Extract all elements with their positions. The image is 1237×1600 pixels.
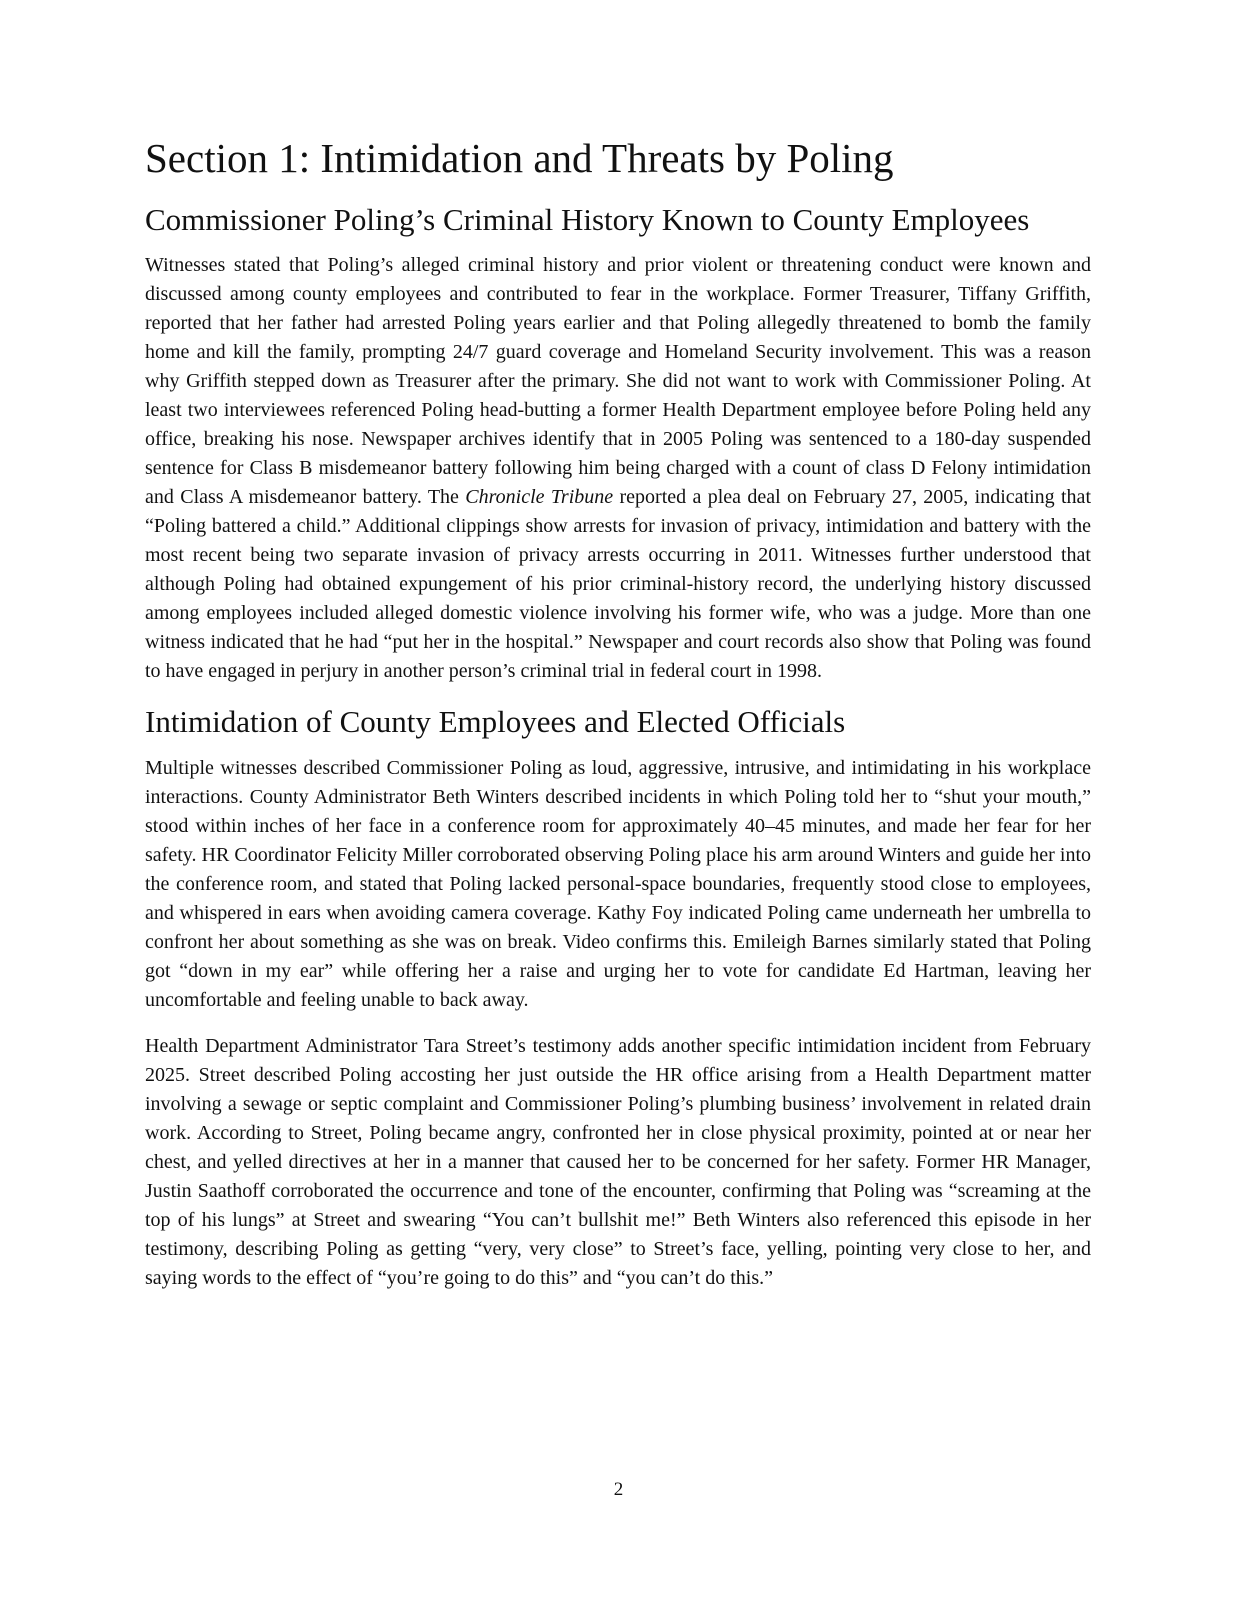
subsection-heading-intimidation: Intimidation of County Employees and Elected Officials bbox=[145, 704, 846, 740]
paragraph-text: reported a plea deal on February 27, 2005, indicating that “Poling battered a child.” Additional clippings show arrests for invasion of privacy, intimidation and battery with the most recent being two separate invasion of privacy arrests occurring in 2011. Witnesses further understood that although Poling had obtained expungement of his prior criminal-history record, the underlying history discussed among employees included alleged domestic violence involving his former wife, who was a judge. More than one witness indicated that he had “put her in the hospital.” Newspaper and court records also show that Poling was found to have engaged in perjury in another person’s criminal trial in federal court in 1998. bbox=[145, 486, 1091, 683]
paragraph-intimidation-1: Multiple witnesses described Commissioner Poling as loud, aggressive, intrusive, and intimidating in his workplace interactions. County Administrator Beth Winters described incidents in which Poling told her to “shut your mouth,” stood within inches of her face in a conference room for approximately 40–45 minutes, and made her fear for her safety. HR Coordinator Felicity Miller corroborated observing Poling place his arm around Winters and guide her into the conference room, and stated that Poling lacked personal-space boundaries, frequently stood close to employees, and whispered in ears when avoiding camera coverage. Kathy Foy indicated Poling came underneath her umbrella to confront her about something as she was on break. Video confirms this. Emileigh Barnes similarly stated that Poling got “down in my ear” while offering her a raise and urging her to vote for candidate Ed Hartman, leaving her uncomfortable and feeling unable to back away. bbox=[145, 756, 1091, 1011]
section-title: Section 1: Intimidation and Threats by Poling bbox=[145, 135, 894, 181]
paragraph-criminal-history bbox=[145, 251, 1091, 686]
paragraph-intimidation-2: Health Department Administrator Tara Street’s testimony adds another specific intimidation incident from February 2025. Street described Poling accosting her just outside the HR office arising from a Health Department matter involving a sewage or septic complaint and Commissioner Poling’s plumbing business’ involvement in related drain work. According to Street, Poling became angry, confronted her in close physical proximity, pointed at or near her chest, and yelled directives at her in a manner that caused her to be concerned for her safety. Former HR Manager, Justin Saathoff corroborated the occurrence and tone of the encounter, confirming that Poling was “screaming at the top of his lungs” at Street and swearing “You can’t bullshit me!” Beth Winters also referenced this episode in her testimony, describing Poling as getting “very, very close” to Street’s face, yelling, pointing very close to her, and saying words to the effect of “you’re going to do this” and “you can’t do this.” bbox=[145, 1034, 1091, 1289]
newspaper-title: Chronicle Tribune bbox=[465, 486, 614, 509]
document-body bbox=[145, 134, 1091, 1310]
paragraph-text: Witnesses stated that Poling’s alleged criminal history and prior violent or threatening conduct were known and discussed among county employees and contributed to fear in the workplace. Former Treasurer, Tiffany Griffith, reported that her father had arrested Poling years earlier and that Poling allegedly threatened to bomb the family home and kill the family, prompting 24/7 guard coverage and Homeland Security involvement. This was a reason why Griffith stepped down as Treasurer after the primary. She did not want to work with Commissioner Poling. At least two interviewees referenced Poling head-butting a former Health Department employee before Poling held any office, breaking his nose. Newspaper archives identify that in 2005 Poling was sentenced to a 180-day suspended sentence for Class B misdemeanor battery following him being charged with a count of class D Felony intimidation and Class A misdemeanor battery. The bbox=[145, 254, 1091, 509]
subsection-heading-criminal-history: Commissioner Poling’s Criminal History Known to County Employees bbox=[145, 202, 1030, 238]
page-number: 2 bbox=[613, 1479, 624, 1500]
